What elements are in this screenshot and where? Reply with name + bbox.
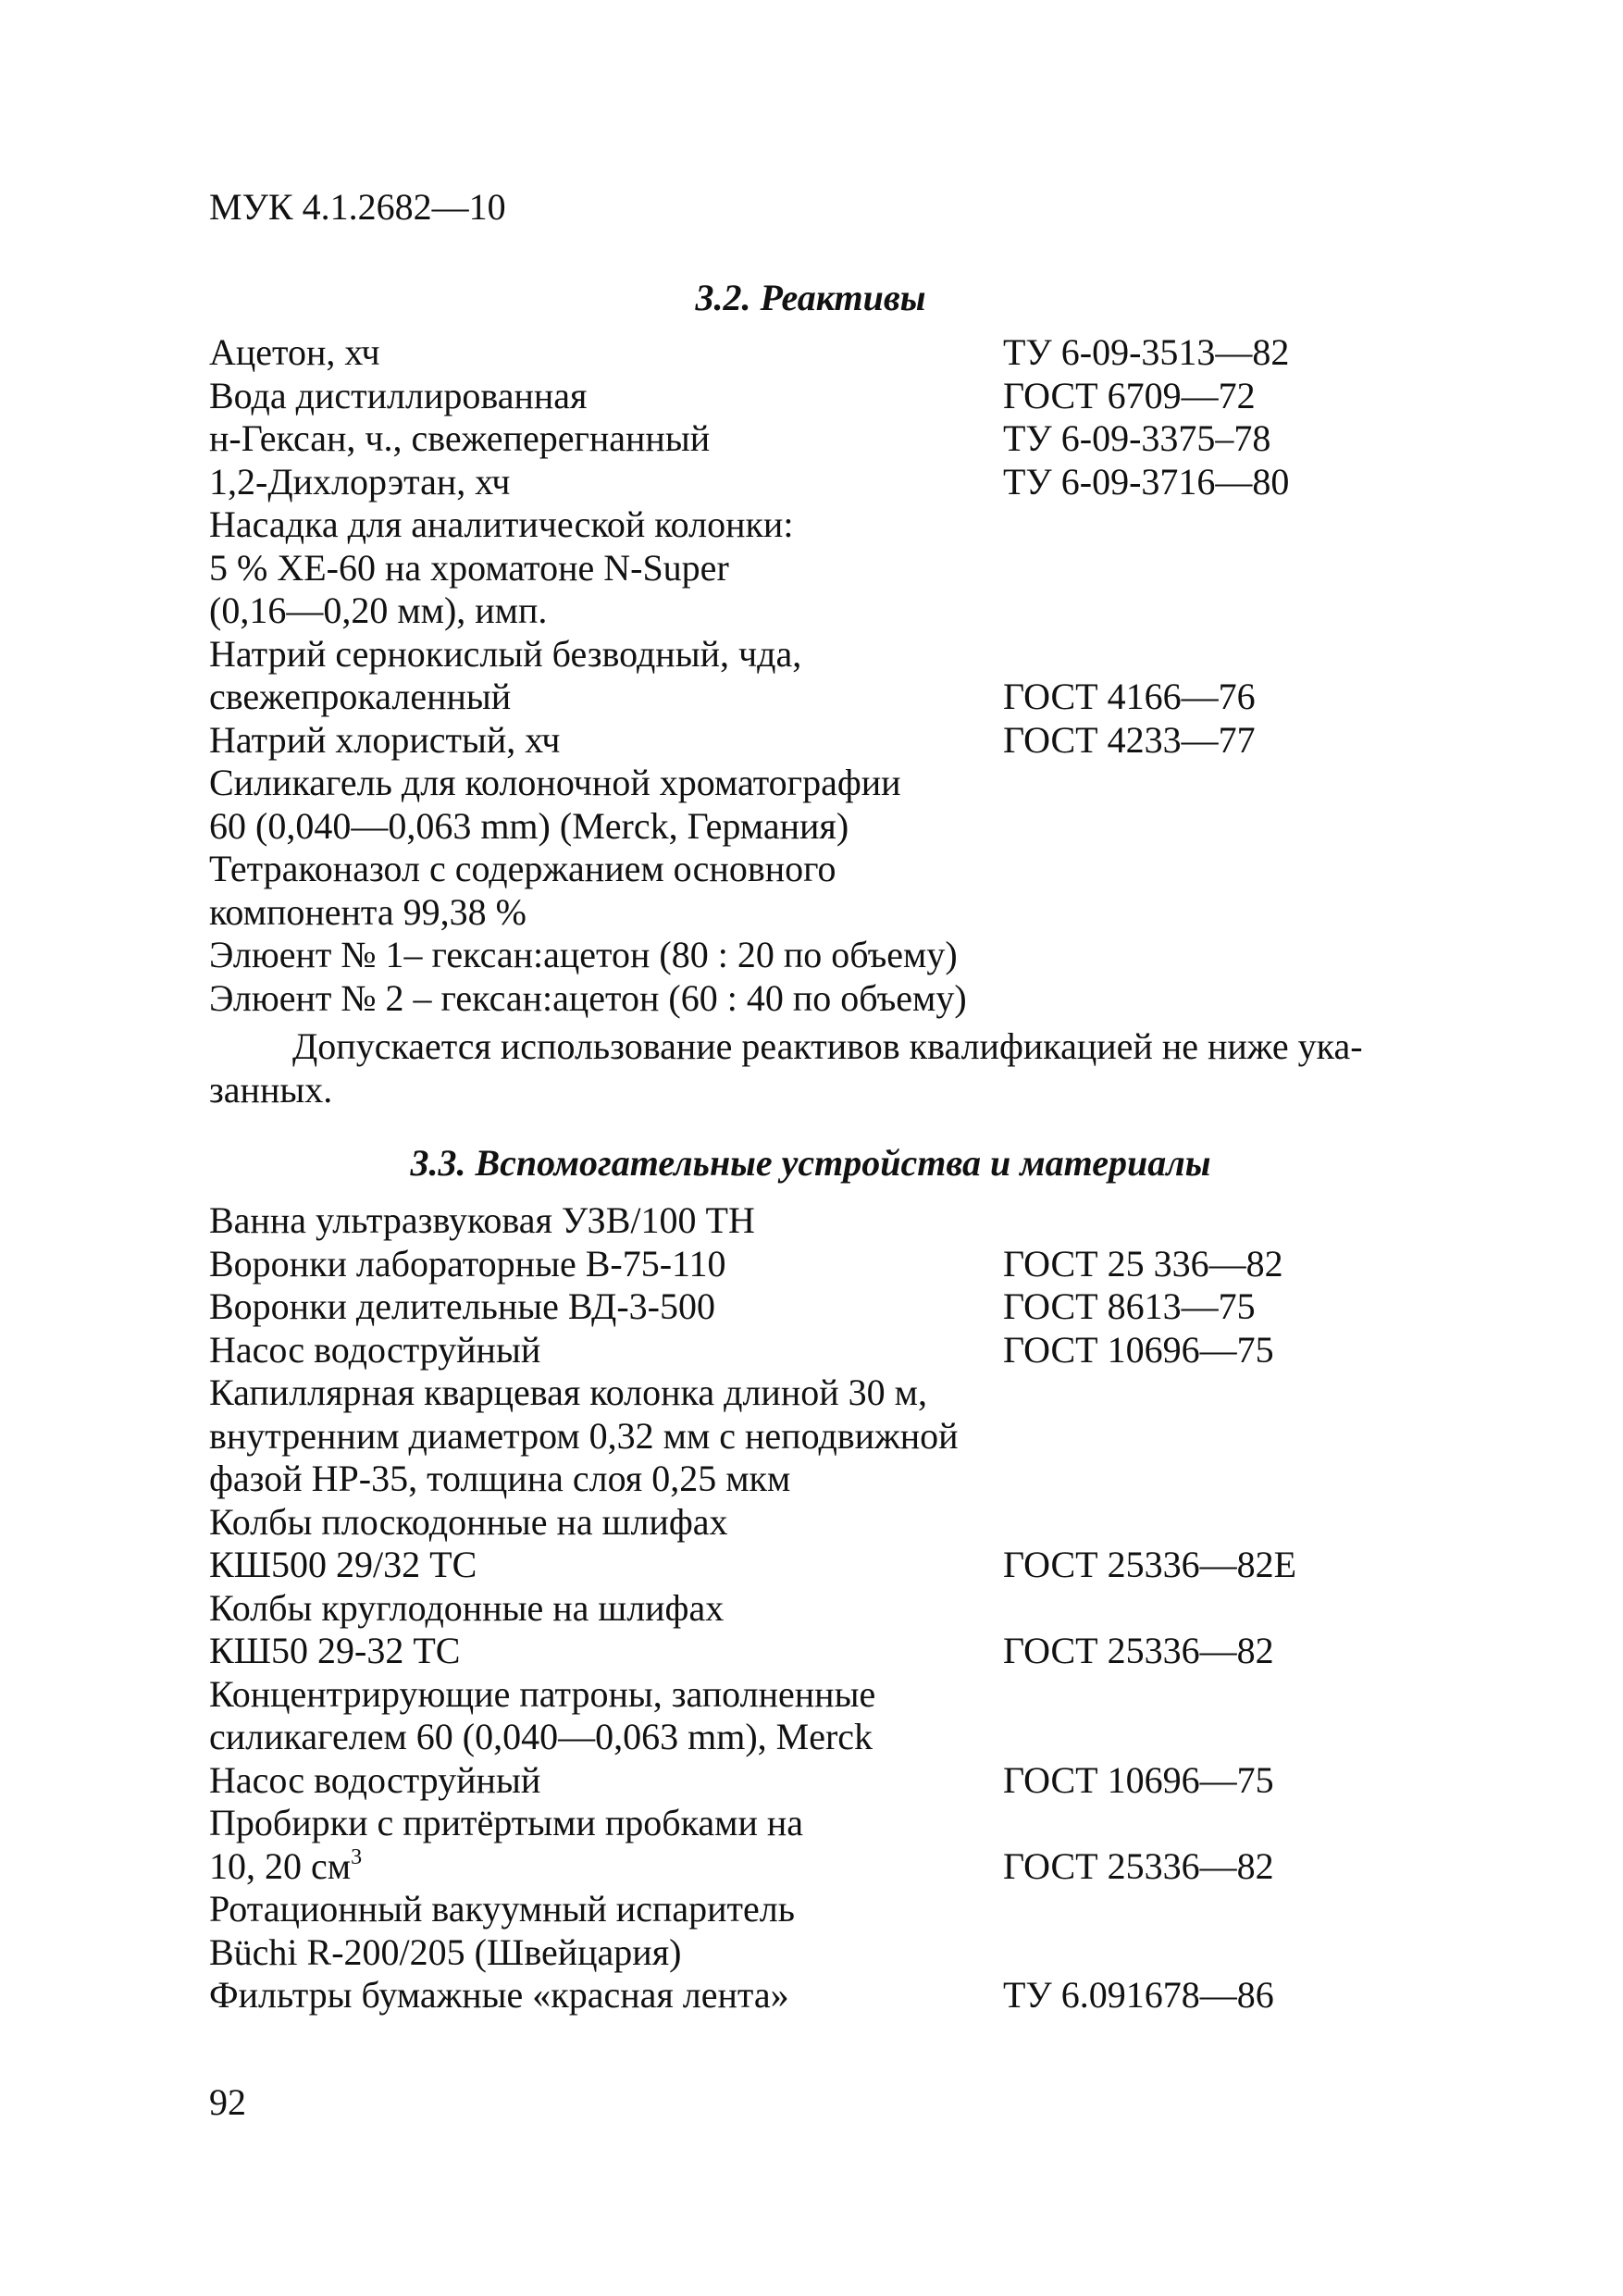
- list-row: [209, 1759, 1431, 1803]
- item-name-text: Колбы круглодонные на шлифах: [209, 1586, 725, 1629]
- list-row: [209, 1630, 1431, 1673]
- list-row: [209, 1285, 1431, 1329]
- item-standard: ТУ 6-09-3375–78: [1003, 417, 1271, 459]
- item-name: [209, 1371, 927, 1414]
- list-row: [209, 848, 1431, 891]
- list-row: [209, 590, 1431, 633]
- list-row: [209, 461, 1431, 504]
- item-name: [209, 1845, 362, 1888]
- item-name-text: Капиллярная кварцевая колонка длиной 30 м,: [209, 1371, 927, 1413]
- item-name: [209, 590, 547, 632]
- item-name: [209, 676, 511, 718]
- item-name: [209, 848, 836, 890]
- item-name-text: Силикагель для колоночной хроматографии: [209, 762, 901, 803]
- item-name-text: Пробирки с притёртыми пробками на: [209, 1802, 804, 1843]
- list-row: [209, 331, 1431, 375]
- list-row: [209, 547, 1431, 590]
- reagents-note: [209, 1025, 1421, 1111]
- item-name-text: Ротационный вакуумный испаритель: [209, 1888, 795, 1930]
- item-name: [209, 1673, 875, 1716]
- list-row: [209, 1845, 1431, 1889]
- item-standard: ГОСТ 8613—75: [1003, 1285, 1256, 1327]
- item-name-text: Насадка для аналитической колонки:: [209, 503, 794, 545]
- list-row: [209, 633, 1431, 676]
- item-name: [209, 1199, 755, 1242]
- list-row: [209, 1501, 1431, 1545]
- item-name: [209, 375, 587, 417]
- list-row: [209, 503, 1431, 547]
- page-number: 92: [209, 2081, 246, 2123]
- item-standard: ГОСТ 25336—82Е: [1003, 1544, 1297, 1585]
- section-title-reagents: 3.2. Реактивы: [695, 277, 926, 318]
- item-name-text: Натрий сернокислый безводный, чда,: [209, 632, 802, 675]
- item-name: [209, 1802, 803, 1844]
- item-standard: ГОСТ 25336—82: [1003, 1844, 1274, 1887]
- item-name-text: Воронки лабораторные В-75-110: [209, 1242, 726, 1285]
- reagents-note-line: занных.: [209, 1068, 333, 1111]
- item-name-text: Насос водоструйный: [209, 1328, 541, 1371]
- item-name: [209, 1931, 681, 1974]
- item-name-text: 60 (0,040—0,063 mm) (Merck, Германия): [209, 804, 849, 847]
- item-name: [209, 934, 958, 976]
- list-row: [209, 1587, 1431, 1631]
- reagents-list: [209, 331, 1431, 1020]
- item-name: [209, 719, 560, 762]
- section-title-equipment: 3.3. Вспомогательные устройства и материалы: [410, 1142, 1211, 1184]
- item-name: [209, 547, 729, 590]
- list-row: [209, 934, 1431, 977]
- superscript: 3: [351, 1844, 363, 1869]
- item-name-text: Воронки делительные ВД-3-500: [209, 1285, 715, 1327]
- item-name: [209, 762, 901, 804]
- item-name: [209, 891, 527, 934]
- item-name-text: 1,2-Дихлорэтан, хч: [209, 460, 511, 503]
- list-row: [209, 891, 1431, 935]
- item-name: [209, 1759, 540, 1802]
- item-standard: ТУ 6-09-3513—82: [1003, 331, 1290, 373]
- list-row: [209, 417, 1431, 461]
- item-name: [209, 1587, 724, 1630]
- list-row: [209, 1931, 1431, 1975]
- item-name-text: Вода дистиллированная: [209, 374, 588, 416]
- item-standard: ТУ 6-09-3716—80: [1003, 460, 1290, 503]
- item-name: [209, 503, 793, 546]
- list-row: [209, 1802, 1431, 1845]
- item-standard: ГОСТ 25336—82: [1003, 1630, 1274, 1671]
- item-standard: ГОСТ 4166—76: [1003, 676, 1256, 717]
- item-name: [209, 1716, 873, 1758]
- item-standard: ГОСТ 25 336—82: [1003, 1242, 1283, 1285]
- list-row: [209, 1199, 1431, 1243]
- item-name-text: силикагелем 60 (0,040—0,063 mm), Merck: [209, 1716, 873, 1757]
- list-row: [209, 1371, 1431, 1415]
- list-row: [209, 375, 1431, 418]
- item-name-text: фазой HP-35, толщина слоя 0,25 мкм: [209, 1458, 791, 1499]
- item-name-text: 10, 20 см: [209, 1844, 352, 1887]
- equipment-list: [209, 1199, 1431, 2017]
- list-row: [209, 1673, 1431, 1717]
- list-row: [209, 1243, 1431, 1286]
- list-row: [209, 1716, 1431, 1759]
- list-row: [209, 719, 1431, 763]
- list-row: [209, 1888, 1431, 1931]
- list-row: [209, 1974, 1431, 2017]
- reagents-note-line: Допускается использование реактивов квалификацией не ниже ука-: [292, 1025, 1363, 1067]
- item-name-text: внутренним диаметром 0,32 мм с неподвижной: [209, 1414, 959, 1457]
- item-standard: ГОСТ 6709—72: [1003, 374, 1256, 416]
- item-name: [209, 805, 849, 848]
- item-name: [209, 331, 380, 374]
- item-standard: ТУ 6.091678—86: [1003, 1974, 1274, 2016]
- item-name-text: КШ500 29/32 ТС: [209, 1544, 477, 1585]
- item-name: [209, 633, 801, 676]
- item-name-text: Колбы плоскодонные на шлифах: [209, 1500, 728, 1543]
- list-row: [209, 805, 1431, 849]
- list-row: [209, 1544, 1431, 1587]
- item-name: [209, 1243, 726, 1285]
- running-header: МУК 4.1.2682—10: [209, 186, 506, 228]
- item-name: [209, 1329, 540, 1371]
- item-name: [209, 977, 967, 1020]
- item-name: [209, 1415, 959, 1458]
- item-name: [209, 1888, 795, 1930]
- item-name: [209, 417, 710, 460]
- item-name-text: свежепрокаленный: [209, 676, 512, 717]
- list-row: [209, 1458, 1431, 1501]
- item-name: [209, 461, 510, 503]
- item-name-text: (0,16—0,20 мм), имп.: [209, 590, 548, 631]
- item-name-text: Ацетон, хч: [209, 331, 380, 373]
- item-name: [209, 1458, 790, 1500]
- list-row: [209, 977, 1431, 1021]
- item-name: [209, 1501, 728, 1544]
- item-name-text: Концентрирующие патроны, заполненные: [209, 1672, 876, 1715]
- item-name: [209, 1630, 460, 1672]
- item-name-text: Элюент № 1– гексан:ацетон (80 : 20 по объему): [209, 934, 958, 975]
- item-name-text: Büchi R-200/205 (Швейцария): [209, 1930, 682, 1973]
- list-row: [209, 1415, 1431, 1458]
- item-standard: ГОСТ 4233—77: [1003, 718, 1256, 761]
- list-row: [209, 676, 1431, 719]
- item-name-text: КШ50 29-32 ТС: [209, 1630, 461, 1671]
- item-name-text: Насос водоструйный: [209, 1758, 541, 1801]
- item-name-text: 5 % XE-60 на хроматоне N-Super: [209, 546, 729, 589]
- item-name: [209, 1285, 715, 1328]
- item-name-text: Ванна ультразвуковая УЗВ/100 ТН: [209, 1199, 755, 1241]
- item-name-text: Элюент № 2 – гексан:ацетон (60 : 40 по объему): [209, 976, 967, 1019]
- item-name-text: н-Гексан, ч., свежеперегнанный: [209, 417, 711, 459]
- item-standard: ГОСТ 10696—75: [1003, 1328, 1274, 1371]
- item-name: [209, 1974, 789, 2017]
- item-name-text: Фильтры бумажные «красная лента»: [209, 1974, 789, 2016]
- item-name-text: Тетраконазол с содержанием основного: [209, 848, 836, 889]
- item-name-text: компонента 99,38 %: [209, 890, 527, 933]
- list-row: [209, 1329, 1431, 1372]
- item-name-text: Натрий хлористый, хч: [209, 718, 561, 761]
- item-name: [209, 1544, 477, 1586]
- list-row: [209, 762, 1431, 805]
- item-standard: ГОСТ 10696—75: [1003, 1758, 1274, 1801]
